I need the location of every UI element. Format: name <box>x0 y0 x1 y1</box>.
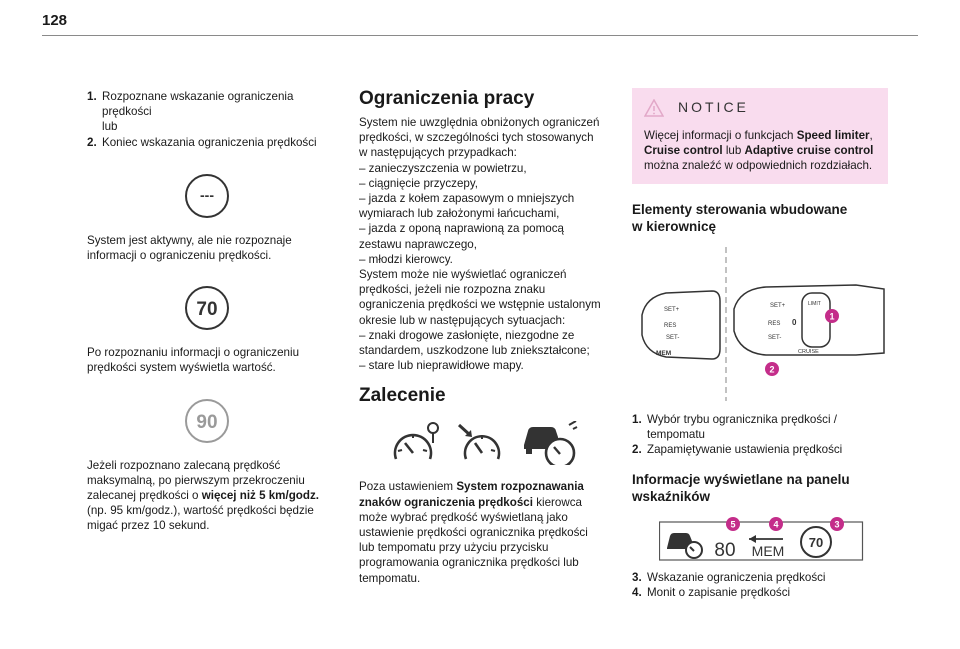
heading-operating-limits: Ograniczenia pracy <box>359 88 535 109</box>
svg-text:70: 70 <box>196 299 218 321</box>
operating-limits-body: System nie uwzględnia obniżonych ograniczeń prędkości, w szczególności tych stosowanych w następujących przypadkach: – zanieczyszczenia w powietrzu, – ciągnięcie przyczepy, – jazda z kołem zapasowym o mniejszych wymiarach lub założonymi łańcuchami, – jazda z oponą naprawioną za pomocą zestawu naprawczego, – młodzi kierowcy. System może nie wyświetlać ograniczeń prędkości, jeżeli nie rozpozna znaku ograniczenia prędkości we wstępnie ustalonym okresie lub w następujących sytuacjach: – znaki drogowe zasłonięte, niezgodne ze standardem, uszkodzone lub zniekształcone; – stare lub nieprawidłowe mapy. <box>359 116 601 373</box>
svg-text:1: 1 <box>829 311 835 322</box>
speedometer-icons-row <box>359 421 609 465</box>
right-set-minus-label: SET- <box>768 334 782 341</box>
list-item: 2. Koniec wskazania ograniczenia prędkości <box>87 135 317 149</box>
list-item: 2. Zapamiętywanie ustawienia prędkości <box>632 443 843 457</box>
steering-stalk-illustration <box>632 245 888 403</box>
panel-sign-value: 70 <box>808 535 824 551</box>
recommendation-body: Poza ustawieniem System rozpoznawania znaków ograniczenia prędkości kierowca może wybrać prędkość wyświetlaną jako ustawienie prędkości ogranicznika prędkości lub tempomatu przy użyciu przycisku programowania ogranicznika prędkości lub tempomatu. <box>359 480 588 585</box>
column-2 <box>359 88 609 586</box>
panel-speed: 80 <box>714 540 736 562</box>
heading-steering-controls: Elementy sterowania wbudowane w kierownicę <box>632 201 848 234</box>
column-1 <box>87 89 327 534</box>
text-limit-recognized: Po rozpoznaniu informacji o ograniczeniu prędkości system wyświetla wartość. <box>87 346 300 375</box>
column-3 <box>632 88 888 601</box>
zero-label: 0 <box>792 317 797 327</box>
notice-title: NOTICE <box>678 99 749 116</box>
left-set-plus-label: SET+ <box>664 306 680 313</box>
left-mem-label: MEM <box>656 349 672 357</box>
car-speedometer-icon <box>522 421 578 465</box>
notice-box <box>632 88 888 184</box>
speed-recommended-sign-icon <box>87 397 327 445</box>
list-item: 3. Wskazanie ograniczenia prędkości <box>632 571 826 585</box>
left-res-label: RES <box>664 322 677 329</box>
heading-instrument-panel: Informacje wyświetlane na panelu wskaźników <box>632 472 850 505</box>
page-number: 128 <box>42 12 68 29</box>
header-divider <box>42 35 918 36</box>
svg-text:3: 3 <box>834 519 840 530</box>
speed-unknown-icon <box>87 172 327 220</box>
cruise-label: CRUISE <box>798 348 819 355</box>
left-set-minus-label: SET- <box>666 334 680 341</box>
text-system-active: System jest aktywny, ale nie rozpoznaje informacji o ograniczeniu prędkości. <box>87 233 292 263</box>
list-item: 1. Wybór trybu ogranicznika prędkości / tempomatu <box>632 412 837 441</box>
speedometer-sign-icon <box>390 421 440 465</box>
svg-text:---: --- <box>200 186 214 203</box>
svg-text:90: 90 <box>196 411 218 433</box>
svg-text:5: 5 <box>730 519 736 530</box>
svg-text:2: 2 <box>769 364 775 375</box>
controls-list <box>632 412 888 458</box>
speed-limit-sign-icon <box>87 284 327 332</box>
limit-label: LIMIT <box>808 300 821 307</box>
list-item: 1. Rozpoznane wskazanie ograniczenia prędkości lub <box>87 90 294 134</box>
speedometer-arrow-icon <box>456 421 506 465</box>
right-res-label: RES <box>768 320 781 327</box>
instrument-panel-display <box>659 516 865 562</box>
warning-triangle-icon <box>644 99 664 117</box>
text-recommended-speed: Jeżeli rozpoznano zalecaną prędkość maksymalną, po pierwszym przekroczeniu zalecanej prędkości o więcej niż 5 km/godz. (np. 95 km/godz.), wartość prędkości będzie migać przez 10 sekund. <box>87 458 319 533</box>
notice-text: Więcej informacji o funkcjach Speed limiter, Cruise control lub Adaptive cruise control można znaleźć w odpowiednich rozdziałach. <box>644 129 874 173</box>
panel-list <box>632 570 888 600</box>
panel-mem: MEM <box>751 543 785 560</box>
right-set-plus-label: SET+ <box>770 302 786 309</box>
svg-text:4: 4 <box>773 519 779 530</box>
list-item: 4. Monit o zapisanie prędkości <box>632 586 791 600</box>
heading-recommendation: Zalecenie <box>359 385 446 407</box>
